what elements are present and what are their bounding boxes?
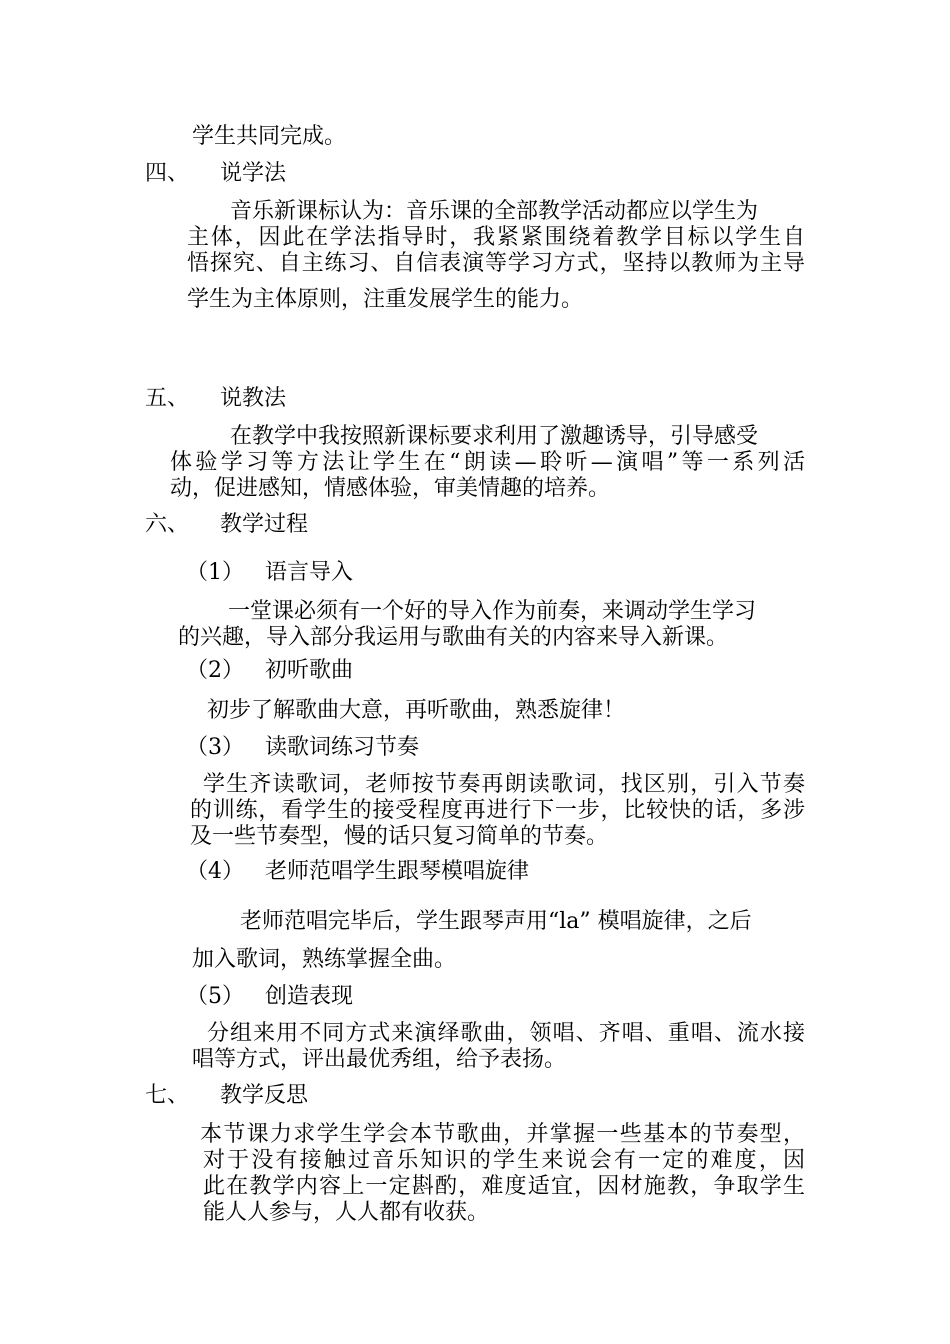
step4-number: （4） [186,859,244,884]
section5-para-line-3: 动，促进感知，情感体验，审美情趣的培养。 [170,476,611,501]
section6-number: 六、 [145,512,190,537]
step3-para-line-3: 及一些节奏型，慢的话只复习简单的节奏。 [190,824,609,849]
section7-para-line-1: 本节课力求学生学会本节歌曲，并掌握一些基本的节奏型， [200,1122,805,1147]
step3-number: （3） [186,735,244,760]
step4-title: 老师范唱学生跟琴模唱旋律 [265,859,530,884]
step5-title: 创造表现 [265,984,354,1009]
section4-para-line-3: 悟探究、自主练习、自信表演等学习方式，坚持以教师为主导 [187,251,805,276]
step5-para-line-2: 唱等方式，评出最优秀组，给予表扬。 [192,1047,567,1072]
step2-number: （2） [186,658,244,683]
section7-para-line-4: 能人人参与，人人都有收获。 [203,1200,490,1225]
section4-title: 说学法 [220,161,287,186]
section7-para-line-2: 对于没有接触过音乐知识的学生来说会有一定的难度，因 [203,1148,805,1173]
step1-title: 语言导入 [265,560,354,585]
step3-para-line-2: 的训练，看学生的接受程度再进行下一步，比较快的话，多涉 [190,798,805,823]
step3-para-line-1: 学生齐读歌词，老师按节奏再朗读歌词，找区别，引入节奏 [203,772,805,797]
section5-para-line-1: 在教学中我按照新课标要求利用了激趣诱导，引导感受 [230,424,759,449]
step2-para-line-1: 初步了解歌曲大意，再听歌曲，熟悉旋律！ [207,698,626,723]
step1-para-line-1: 一堂课必须有一个好的导入作为前奏，来调动学生学习 [228,599,757,624]
section5-title: 说教法 [220,386,287,411]
step5-number: （5） [186,984,244,1009]
section7-title: 教学反思 [220,1083,309,1108]
section4-para-line-1: 音乐新课标认为：音乐课的全部教学活动都应以学生为 [230,199,759,224]
step4-para-line-2: 加入歌词，熟练掌握全曲。 [192,947,457,972]
step1-para-line-2: 的兴趣，导入部分我运用与歌曲有关的内容来导入新课。 [178,625,729,650]
section4-para-line-2: 主体，因此在学法指导时，我紧紧围绕着教学目标以学生自 [187,225,805,250]
section5-para-line-2: 体验学习等方法让学生在“朗读—聆听—演唱”等一系列活 [170,450,805,475]
section4-para-line-4: 学生为主体原则，注重发展学生的能力。 [187,287,584,312]
step3-title: 读歌词练习节奏 [265,735,420,760]
step2-title: 初听歌曲 [265,658,354,683]
step1-number: （1） [186,560,244,585]
intro-continuation: 学生共同完成。 [192,124,347,149]
step4-para-line-1: 老师范唱完毕后，学生跟琴声用“la” 模唱旋律，之后 [240,909,752,934]
section7-para-line-3: 此在教学内容上一定斟酌，难度适宜，因材施教，争取学生 [203,1174,805,1199]
section5-number: 五、 [145,386,190,411]
section6-title: 教学过程 [220,512,309,537]
section4-number: 四、 [145,161,190,186]
step5-para-line-1: 分组来用不同方式来演绎歌曲，领唱、齐唱、重唱、流水接 [207,1021,805,1046]
section7-number: 七、 [145,1083,190,1108]
